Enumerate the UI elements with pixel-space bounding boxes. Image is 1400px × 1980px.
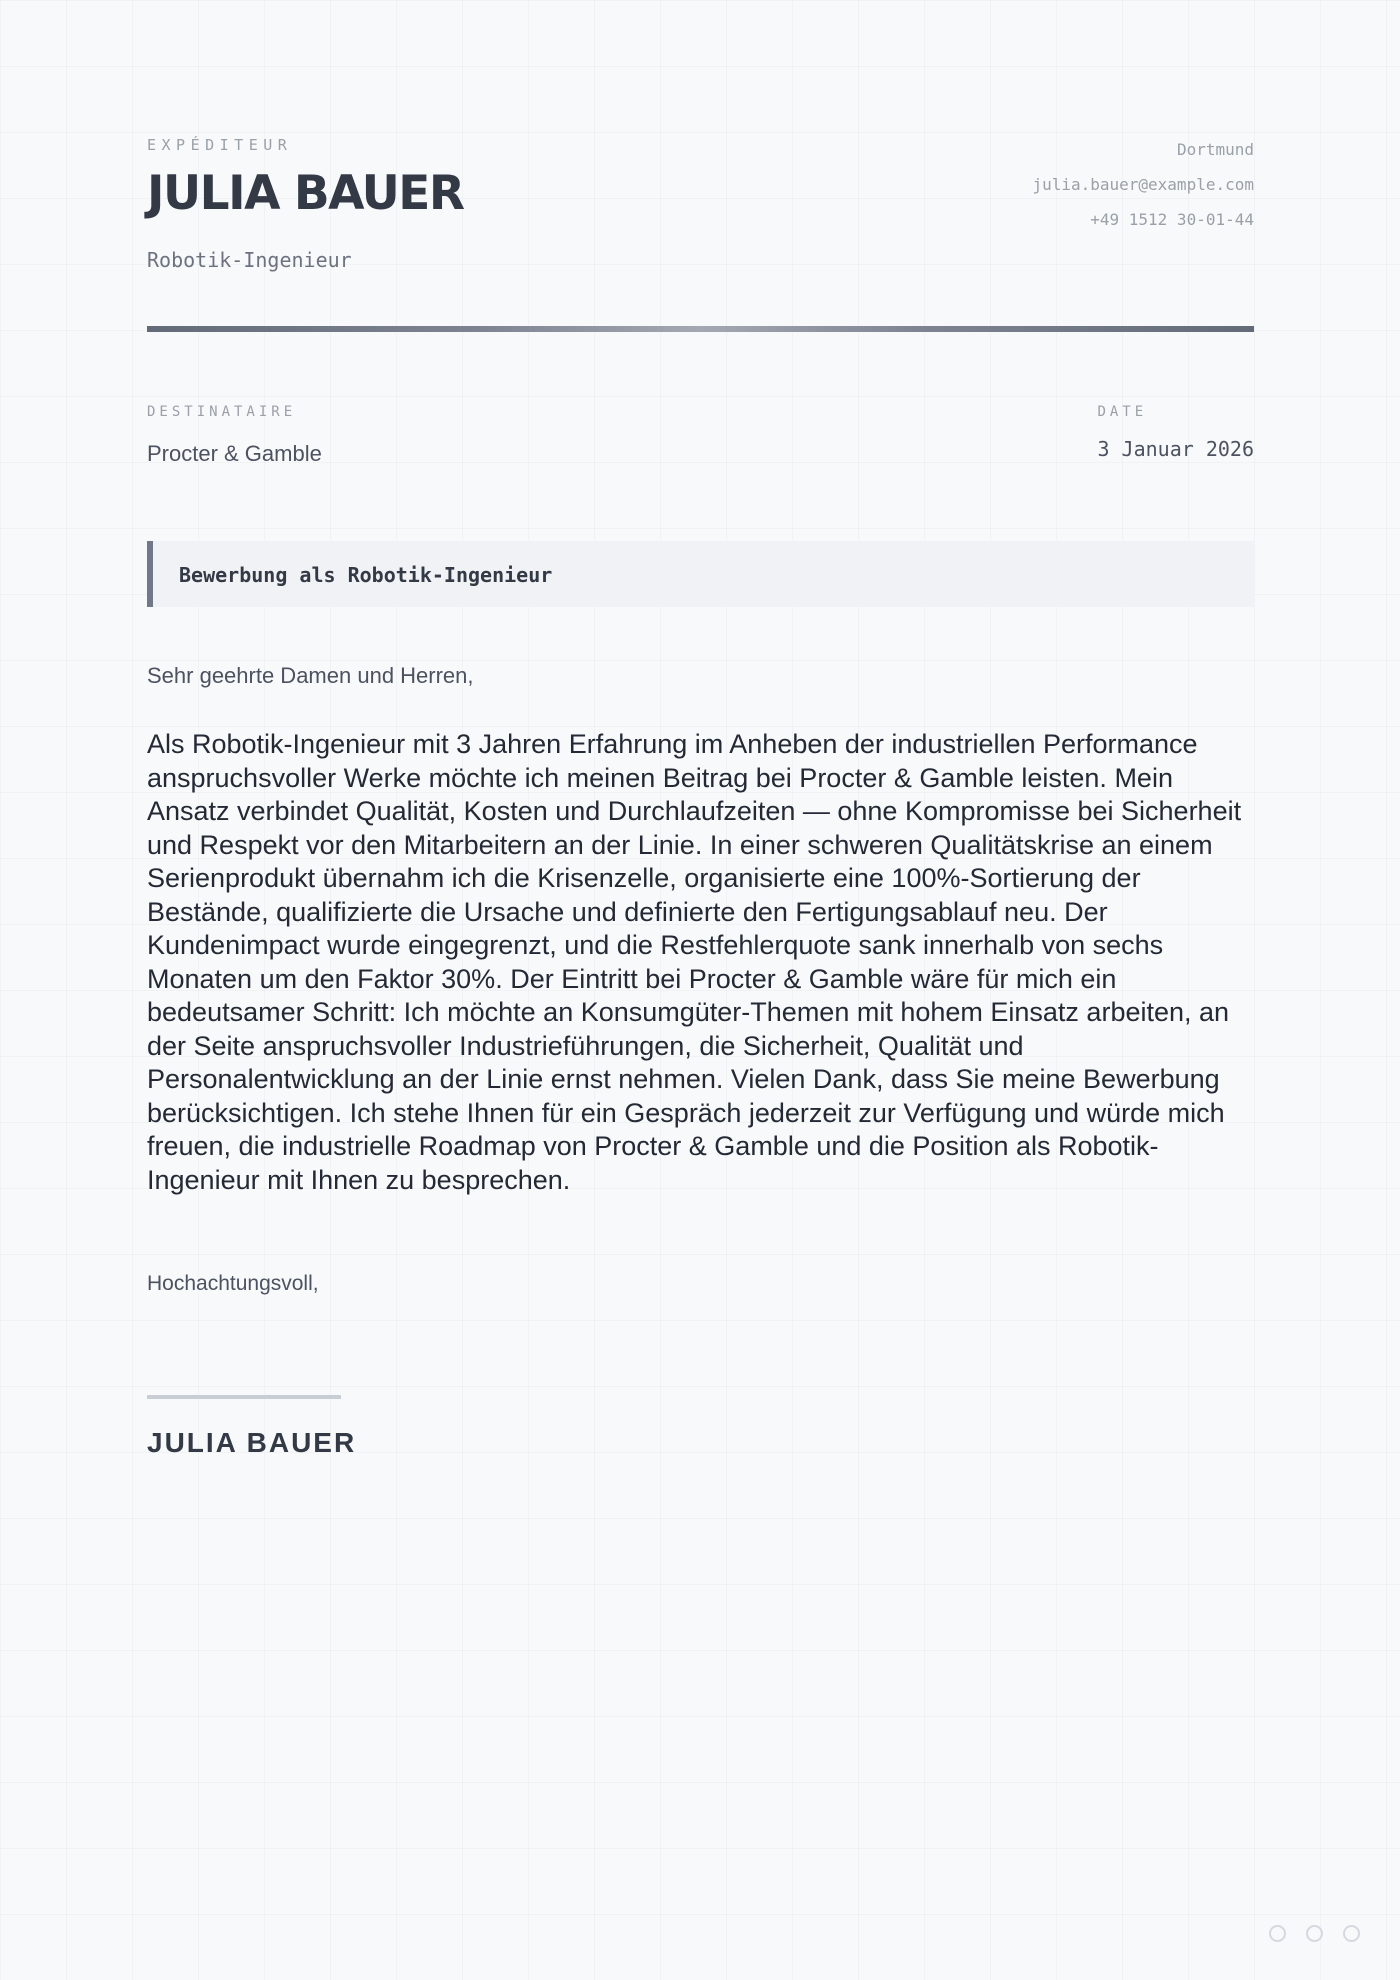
sender-label: EXPÉDITEUR — [147, 136, 293, 154]
page-indicator — [1269, 1925, 1360, 1942]
recipient-label: DESTINATAIRE — [147, 404, 297, 420]
sender-role: Robotik-Ingenieur — [147, 248, 352, 272]
date-label: DATE — [1097, 404, 1148, 420]
header-divider — [147, 326, 1254, 332]
subject-line: Bewerbung als Robotik-Ingenieur — [179, 563, 553, 587]
sender-name: JULIA BAUER — [147, 166, 464, 221]
page-dot-3[interactable] — [1343, 1925, 1360, 1942]
salutation: Sehr geehrte Damen und Herren, — [147, 663, 474, 688]
sender-phone: +49 1512 30-01-44 — [1090, 210, 1254, 229]
signature-name: JULIA BAUER — [147, 1427, 357, 1458]
letter-body: Als Robotik-Ingenieur mit 3 Jahren Erfahrung im Anheben der industriellen Performance anspruchsvoller Werke möchte ich meinen Beitrag bei Procter & Gamble leisten. Mein Ansatz verbindet Qualität, Kosten und Durchlaufzeiten — ohne Kompromisse bei Sicherheit und Respekt vor den Mitarbeitern an der Linie. In einer schweren Qualitätskrise an einem Serienprodukt übernahm ich die Krisenzelle, organisierte eine 100%-Sortierung der Bestände, qualifizierte die Ursache und definierte den Fertigungsablauf neu. Der Kundenimpact wurde eingegrenzt, und die Restfehlerquote sank innerhalb von sechs Monaten um den Faktor 30%. Der Eintritt bei Procter & Gamble wäre für mich ein bedeutsamer Schritt: Ich möchte an Konsumgüter-Themen mit hohem Einsatz arbeiten, an der Seite anspruchsvoller Industrieführungen, die Sicherheit, Qualität und Personalentwicklung an der Linie ernst nehmen. Vielen Dank, dass Sie meine Bewerbung berücksichtigen. Ich stehe Ihnen für ein Gespräch jederzeit zur Verfügung und würde mich freuen, die industrielle Roadmap von Procter & Gamble und die Position als Robotik-Ingenieur mit Ihnen zu besprechen. — [147, 729, 1242, 1195]
signature-divider — [147, 1395, 341, 1399]
subject-box — [147, 541, 1254, 607]
letter-page — [147, 0, 1254, 1980]
page-dot-2[interactable] — [1306, 1925, 1323, 1942]
closing: Hochachtungsvoll, — [147, 1272, 319, 1295]
recipient-name: Procter & Gamble — [147, 441, 322, 466]
date-value: 3 Januar 2026 — [1097, 437, 1254, 461]
sender-email: julia.bauer@example.com — [1032, 175, 1254, 194]
page-dot-1[interactable] — [1269, 1925, 1286, 1942]
date-block — [1097, 404, 1254, 461]
sender-city: Dortmund — [1176, 140, 1254, 159]
sender-contact-block — [1032, 140, 1254, 245]
